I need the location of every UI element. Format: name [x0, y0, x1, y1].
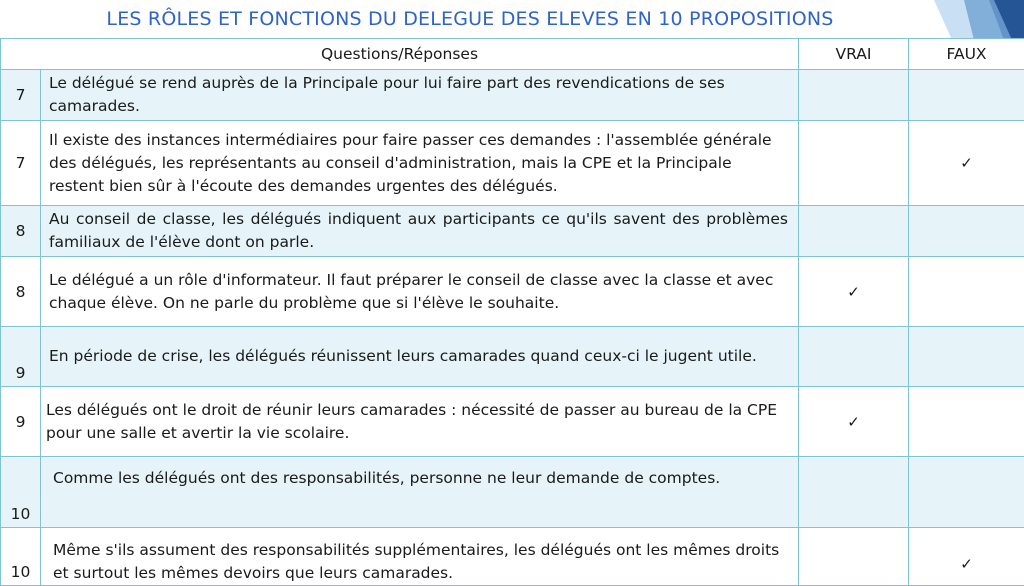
question-text: En période de crise, les délégués réunissent leurs camarades quand ceux-ci le jugent utile. — [41, 327, 799, 387]
faux-cell[interactable] — [909, 387, 1024, 457]
vrai-cell[interactable] — [799, 206, 909, 257]
question-text: Même s'ils assument des responsabilités supplémentaires, les délégués ont les mêmes droits et surtout les mêmes devoirs que leurs camarades. — [41, 528, 799, 586]
vrai-cell[interactable]: ✓ — [799, 257, 909, 327]
header-vrai: VRAI — [799, 39, 909, 70]
table-row — [1, 206, 1024, 257]
row-number: 9 — [1, 387, 41, 457]
faux-cell[interactable]: ✓ — [909, 121, 1024, 206]
table-header-row — [1, 39, 1024, 70]
question-text: Au conseil de classe, les délégués indiquent aux participants ce qu'ils savent des problèmes familiaux de l'élève dont on parle. — [41, 206, 799, 257]
question-text: Comme les délégués ont des responsabilités, personne ne leur demande de comptes. — [41, 457, 799, 528]
table-row — [1, 121, 1024, 206]
faux-cell[interactable] — [909, 70, 1024, 121]
row-number: 10 — [1, 457, 41, 528]
questions-table — [0, 38, 1024, 586]
vrai-cell[interactable] — [799, 121, 909, 206]
table-row — [1, 257, 1024, 327]
corner-decoration — [894, 0, 1024, 40]
page-title: LES RÔLES ET FONCTIONS DU DELEGUE DES ELEVES EN 10 PROPOSITIONS — [0, 0, 940, 38]
row-number: 7 — [1, 70, 41, 121]
question-text: Le délégué a un rôle d'informateur. Il faut préparer le conseil de classe avec la classe et avec chaque élève. On ne parle du problème que si l'élève le souhaite. — [41, 257, 799, 327]
row-number: 8 — [1, 257, 41, 327]
faux-cell[interactable] — [909, 206, 1024, 257]
row-number: 7 — [1, 121, 41, 206]
question-text: Les délégués ont le droit de réunir leurs camarades : nécessité de passer au bureau de la CPE pour une salle et avertir la vie scolaire. — [41, 387, 799, 457]
table-row — [1, 528, 1024, 586]
vrai-cell[interactable] — [799, 70, 909, 121]
header-questions: Questions/Réponses — [1, 39, 799, 70]
question-text: Le délégué se rend auprès de la Principale pour lui faire part des revendications de ses camarades. — [41, 70, 799, 121]
vrai-cell[interactable]: ✓ — [799, 387, 909, 457]
question-text: Il existe des instances intermédiaires pour faire passer ces demandes : l'assemblée générale des délégués, les représentants au conseil d'administration, mais la CPE et la Principale restent bien sûr à l'écoute des demandes urgentes des délégués. — [41, 121, 799, 206]
table-row — [1, 327, 1024, 387]
vrai-cell[interactable] — [799, 327, 909, 387]
faux-cell[interactable]: ✓ — [909, 528, 1024, 586]
table-row — [1, 387, 1024, 457]
header-faux: FAUX — [909, 39, 1024, 70]
vrai-cell[interactable] — [799, 528, 909, 586]
table-row — [1, 457, 1024, 528]
faux-cell[interactable] — [909, 327, 1024, 387]
faux-cell[interactable] — [909, 457, 1024, 528]
vrai-cell[interactable] — [799, 457, 909, 528]
row-number: 8 — [1, 206, 41, 257]
faux-cell[interactable] — [909, 257, 1024, 327]
table-row — [1, 70, 1024, 121]
row-number: 10 — [1, 528, 41, 586]
row-number: 9 — [1, 327, 41, 387]
